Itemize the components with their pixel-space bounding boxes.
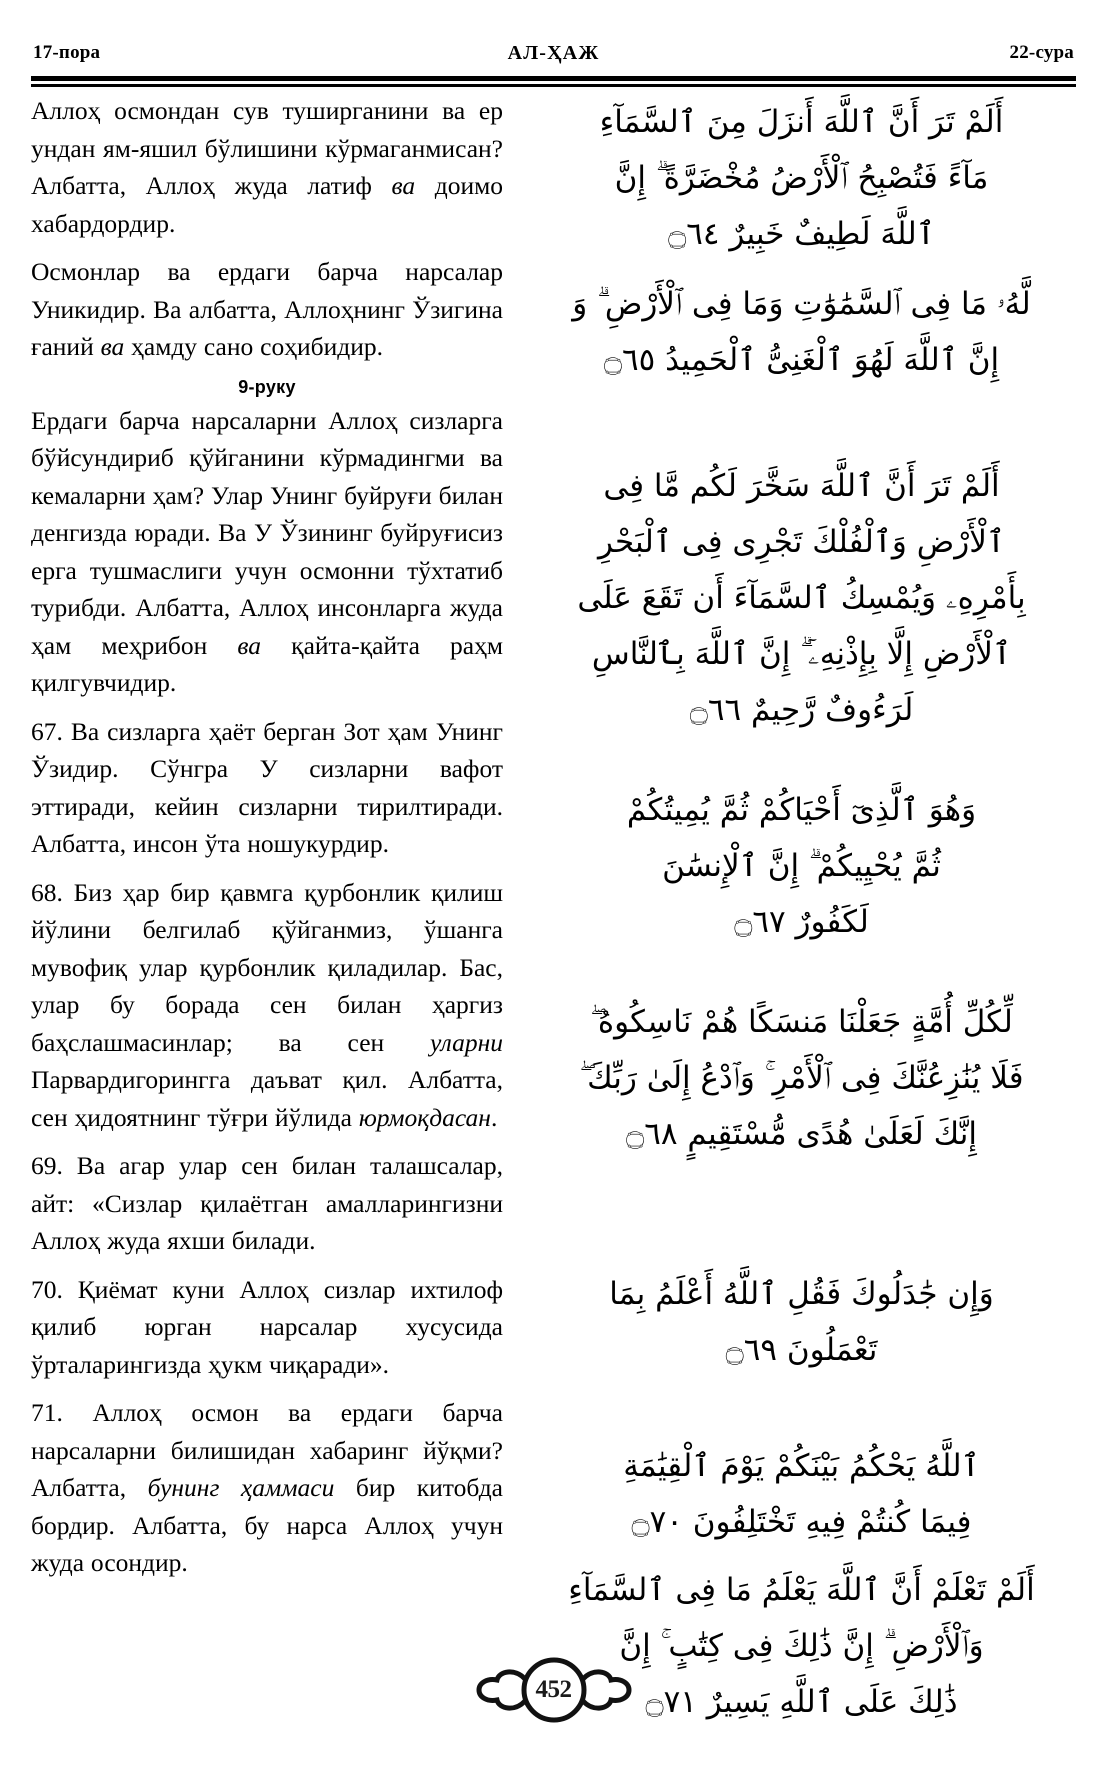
verse-68-text-b: Парвардигорингга даъват қил. Албатта, сен ҳидоятнинг тўғри йўлида	[31, 1065, 503, 1132]
arabic-ayah-71-line-3: ذَٰلِكَ عَلَى ٱللَّهِ يَسِيرٌ ۝٧١	[645, 1684, 958, 1720]
verse-68	[31, 874, 503, 1137]
header-divider-rule	[31, 76, 1076, 87]
verse-65	[31, 253, 503, 366]
arabic-ayah-68-line-3: إِنَّكَ لَعَلَىٰ هُدًى مُّسْتَقِيمٍ ۝٦٨	[626, 1116, 977, 1152]
verse-66	[31, 402, 503, 702]
verse-66-text-b: қайта-қайта раҳм қилгувчидир.	[31, 630, 503, 697]
verse-68-italic-a: уларни	[430, 1027, 503, 1057]
verse-68-text-c: .	[490, 1102, 498, 1132]
arabic-ayah-65-line-1: لَّهُۥ مَا فِى ٱلسَّمَٰوَٰتِ وَمَا فِى ٱلْأَرْضِ ۗ وَ	[572, 286, 1031, 322]
verse-64-italic: ва	[391, 171, 416, 200]
verse-64-text-a: Аллоҳ осмондан сув туширганини ва ер ундан ям-яшил бўлишини кўрмаганмисан? Албатта, Аллоҳ жуда латиф	[31, 96, 503, 200]
arabic-ayah-67-line-2: ثُمَّ يُحْيِيكُمْ ۗ إِنَّ ٱلْإِنسَٰنَ	[662, 848, 941, 884]
running-head	[33, 42, 1074, 70]
arabic-ayah-67-line-3: لَكَفُورٌ ۝٦٧	[734, 904, 869, 940]
verse-67: 67. Ва сизларга ҳаёт берган Зот ҳам Унинг Ўзидир. Сўнгра У сизларни вафот эттиради, кейин сизларни тирилтиради. Албатта, инсон ўта ношукурдир.	[31, 716, 503, 858]
verse-65-italic: ва	[100, 332, 125, 361]
verse-68-text-a: 68. Биз ҳар бир қавмга қурбонлик қилиш йўлини белгилаб қўйганмиз, ўшанга мувофиқ улар қурбонлик қиладилар. Бас, улар бу борада сен билан ҳаргиз баҳслашмасинлар; ва сен	[31, 877, 503, 1057]
verse-71-text-b: бир китобда бордир. Албатта, бу нарса Аллоҳ учун жуда осондир.	[31, 1473, 503, 1577]
rule-thin	[31, 84, 1076, 87]
arabic-ayah-69	[527, 1266, 1076, 1378]
arabic-ayah-68-line-2: فَلَا يُنَٰزِعُنَّكَ فِى ٱلْأَمْرِ ۚ وَٱدْعُ إِلَىٰ رَبِّكَ ۖ	[579, 1060, 1024, 1096]
verse-68-italic-b: юрмоқдасан	[358, 1102, 491, 1132]
translation-column	[31, 92, 509, 1626]
folio	[0, 1652, 1107, 1728]
running-head-surah-title: АЛ-ҲАЖ	[507, 42, 600, 64]
verse-65-text-b: ҳамду сано соҳибидир.	[124, 332, 383, 361]
arabic-ayah-66	[527, 458, 1076, 738]
running-head-surah-number: 22-сура	[1009, 42, 1074, 63]
arabic-ayah-65-line-2: إِنَّ ٱللَّهَ لَهُوَ ٱلْغَنِىُّ ٱلْحَمِيدُ ۝٦٥	[603, 342, 1000, 378]
arabic-ayah-66-line-3: بِأَمْرِهِۦ وَيُمْسِكُ ٱلسَّمَآءَ أَن تَقَعَ عَلَى	[577, 580, 1026, 616]
verse-64-text-b: доимо хабардордир.	[31, 171, 503, 238]
arabic-ayah-64	[527, 94, 1076, 262]
arabic-ayah-66-line-4: ٱلْأَرْضِ إِلَّا بِإِذْنِهِۦٓ ۗ إِنَّ ٱللَّهَ بِٱلنَّاسِ	[591, 636, 1012, 672]
arabic-ayah-67	[527, 782, 1076, 950]
arabic-ayah-69-line-2: تَعْمَلُونَ ۝٦٩	[725, 1332, 878, 1368]
arabic-ayah-65	[527, 276, 1076, 388]
arabic-ayah-66-line-5: لَرَءُوفٌ رَّحِيمٌ ۝٦٦	[689, 692, 914, 728]
arabic-ayah-66-line-1: أَلَمْ تَرَ أَنَّ ٱللَّهَ سَخَّرَ لَكُم مَّا فِى	[603, 468, 1000, 504]
ruku-marker: 9-руку	[238, 376, 296, 397]
arabic-ayah-68	[527, 994, 1076, 1162]
verse-71-text-a: 71. Аллоҳ осмон ва ердаги барча нарсаларни билишидан хабаринг йўқми? Албатта,	[31, 1398, 503, 1502]
verse-69: 69. Ва агар улар сен билан талашсалар, айт: «Сизлар қилаётган амалларингизни Аллоҳ жуда яхши билади.	[31, 1151, 503, 1255]
verse-65-text-a: Осмонлар ва ердаги барча нарсалар Уникидир. Ва албатта, Аллоҳнинг Ўзигина ғаний	[31, 257, 503, 361]
arabic-ayah-64-line-3: ٱللَّهَ لَطِيفٌ خَبِيرٌ ۝٦٤	[668, 216, 935, 252]
verse-71	[31, 1394, 503, 1582]
arabic-ayah-64-line-2: مَآءً فَتُصْبِحُ ٱلْأَرْضُ مُخْضَرَّةً ۗ إِنَّ	[614, 160, 989, 196]
arabic-ayah-70	[527, 1438, 1076, 1550]
arabic-ayah-69-line-1: وَإِن جَٰدَلُوكَ فَقُلِ ٱللَّهُ أَعْلَمُ بِمَا	[609, 1276, 994, 1312]
arabic-ayah-64-line-1: أَلَمْ تَرَ أَنَّ ٱللَّهَ أَنزَلَ مِنَ ٱلسَّمَآءِ	[599, 104, 1004, 140]
arabic-ayah-67-line-1: وَهُوَ ٱلَّذِىٓ أَحْيَاكُمْ ثُمَّ يُمِيتُكُمْ	[626, 792, 977, 828]
arabic-ayah-70-line-1: ٱللَّهُ يَحْكُمُ بَيْنَكُمْ يَوْمَ ٱلْقِيَٰمَةِ	[623, 1448, 980, 1484]
verse-66-italic: ва	[237, 630, 262, 660]
verse-71-italic-a: бунинг ҳаммаси	[147, 1473, 335, 1502]
arabic-ayah-71-line-2: وَٱلْأَرْضِ ۗ إِنَّ ذَٰلِكَ فِى كِتَٰبٍ ۚ إِنَّ	[619, 1628, 984, 1664]
verse-70: 70. Қиёмат куни Аллоҳ сизлар ихтилоф қилиб юрган нарсалар хусусида ўрталарингизда ҳукм чиқаради».	[31, 1274, 503, 1379]
arabic-ayah-70-line-2: فِيمَا كُنتُمْ فِيهِ تَخْتَلِفُونَ ۝٧٠	[631, 1504, 972, 1540]
arabic-ayah-68-line-1: لِّكُلِّ أُمَّةٍ جَعَلْنَا مَنسَكًا هُمْ نَاسِكُوهُ ۖ	[590, 1004, 1013, 1040]
folio-ornament	[459, 1652, 649, 1728]
verse-66-text-a: Ердаги барча нарсаларни Аллоҳ сизларга бўйсундириб қўйганини кўрмадингми ва кемаларни ҳам? Улар Унинг буйруғи билан денгизда юради. Ва У Ўзининг буйруғисиз ерга тушмаслиги учун осмонни тўхтатиб турибди. Албатта, Аллоҳ инсонларга жуда ҳам меҳрибон	[31, 405, 503, 660]
running-head-juz: 17-пора	[33, 42, 101, 63]
arabic-ayah-66-line-2: ٱلْأَرْضِ وَٱلْفُلْكَ تَجْرِى فِى ٱلْبَحْرِ	[597, 524, 1006, 560]
arabic-ayah-71-line-1: أَلَمْ تَعْلَمْ أَنَّ ٱللَّهَ يَعْلَمُ مَا فِى ٱلسَّمَآءِ	[568, 1572, 1035, 1608]
page-number: 452	[535, 1676, 572, 1703]
verse-64	[31, 92, 503, 242]
